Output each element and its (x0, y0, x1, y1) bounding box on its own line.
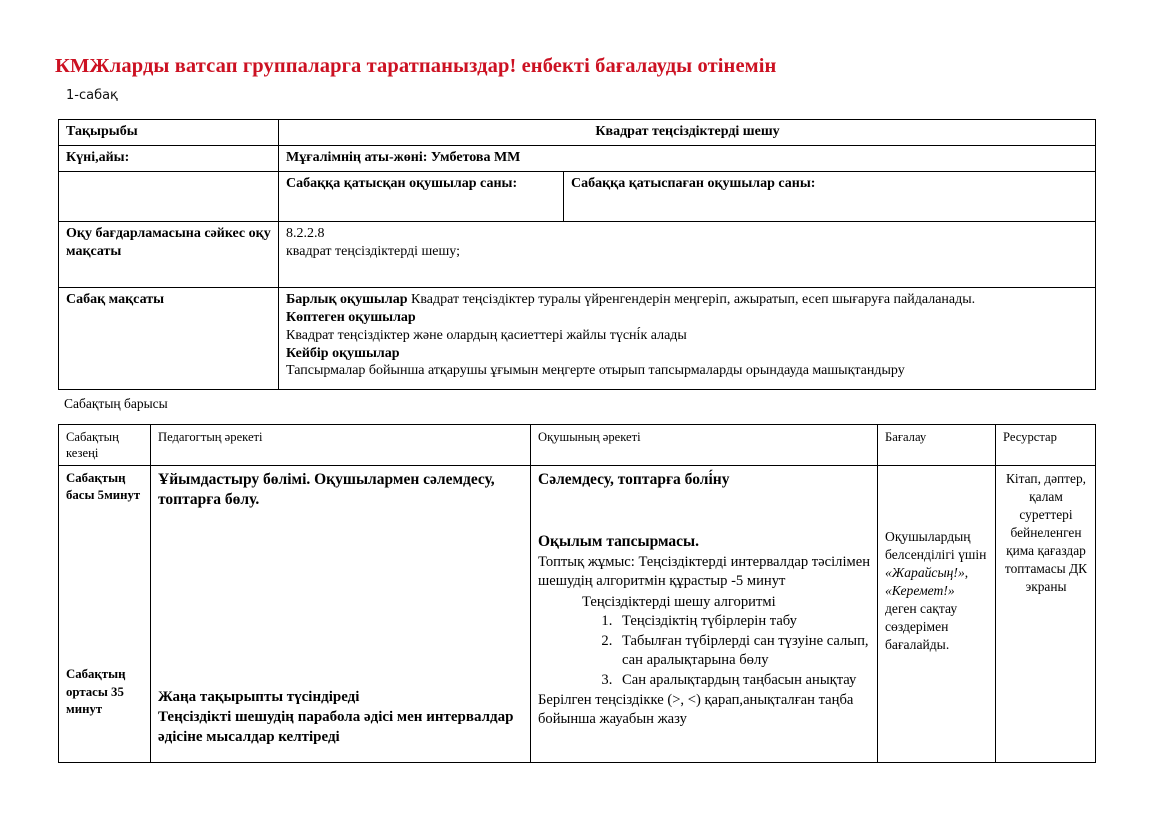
student-task-text: Топтық жұмыс: Теңсіздіктерді интервалдар тәсілімен шешудің алгоритмін құрастыр -5 минут (538, 554, 871, 589)
spacer (538, 490, 871, 532)
assessment-quote-2: «Керемет!» (885, 583, 955, 599)
lesson-flow-table (58, 424, 1096, 763)
student-activity-cell (531, 466, 878, 763)
table-header-row (59, 425, 1096, 466)
assessment-cell (878, 466, 996, 763)
most-students-label: Көптеген оқушылар (286, 309, 416, 325)
teacher-name-value: Мұғалімнің аты-жөні: Умбетова ММ (279, 145, 1096, 171)
present-count-label: Сабаққа қатысқан оқушылар саны: (279, 171, 564, 221)
assessment-text-mid: , (964, 565, 969, 581)
column-header-assessment: Бағалау (878, 425, 996, 466)
lesson-number: 1-сабақ (66, 88, 118, 103)
student-closing-text: Берілген теңсіздікке (>, <) қарап,анықталған таңба бойынша жауабын жазу (538, 692, 854, 727)
all-students-goal (286, 291, 1089, 309)
column-header-teacher: Педагогтың әрекеті (151, 425, 531, 466)
list-item: 2. Табылған түбірлерді сан түзуіне салып, сан аралықтарына бөлу (616, 632, 871, 670)
table-row (59, 221, 1096, 287)
lesson-info-table (58, 119, 1096, 390)
student-greeting: Сәлемдесу, топтарға болі́ну (538, 471, 730, 489)
teacher-middle-line-2: Теңсіздікті шешудің парабола әдісі мен интервалдар әдісіне мысалдар келтіреді (158, 708, 514, 745)
table-row (59, 145, 1096, 171)
list-item: 3. Сан аралықтардың таңбасын анықтау (616, 671, 871, 690)
teacher-middle-line-1: Жаңа тақырыпты түсіндіреді (158, 688, 360, 705)
curriculum-code: 8.2.2.8 (286, 225, 325, 241)
all-students-text: Квадрат теңсіздіктер туралы үйренгендерін меңгеріп, ажыратып, есеп шығаруға пайдаланады. (407, 291, 976, 307)
stage-middle-label: Сабақтың ортасы 35 минут (66, 667, 126, 716)
assessment-text-pre: Оқушылардың белсенділігі үшін (885, 529, 987, 563)
some-students-text: Тапсырмалар бойынша атқарушы ұғымын меңгерте отырып тапсырмаларды орындауда машықтандыру (286, 363, 905, 379)
table-row (59, 171, 1096, 221)
all-students-label: Барлық оқушылар (286, 291, 408, 307)
column-header-stage: Сабақтың кезеңі (59, 425, 151, 466)
assessment-text-post: деген сақтау сөздерімен бағалайды. (885, 600, 958, 652)
lesson-objective-label: Сабақ мақсаты (59, 287, 279, 389)
stage-cell (59, 466, 151, 763)
page-title: КМЖларды ватсап группаларга таратпаныздар! енбекті бағалауды отінемін (55, 55, 777, 77)
curriculum-text: квадрат теңсіздіктерді шешу; (286, 243, 461, 259)
resources-text: Кітап, дәптер, қалам суреттері бейнеленген қима қағаздар топтамасы ДК экраны (1004, 471, 1088, 594)
topic-value: Квадрат теңсіздіктерді шешу (279, 120, 1096, 146)
table-row (59, 287, 1096, 389)
teacher-activity-cell (151, 466, 531, 763)
curriculum-objective-label: Оқу бағдарламасына сәйкес оқу мақсаты (59, 221, 279, 287)
lesson-progress-caption: Сабақтың барысы (64, 396, 168, 411)
lesson-objective-value (279, 287, 1096, 389)
list-item: 1. Теңсіздіктің түбірлерін табу (616, 612, 871, 631)
assessment-quote-1: «Жарайсың!» (885, 565, 965, 581)
topic-label: Тақырыбы (59, 120, 279, 146)
most-students-text: Квадрат теңсіздіктер және олардың қасиеттері жайлы түсні́к алады (286, 327, 687, 343)
date-label: Күні,айы: (59, 145, 279, 171)
empty-cell (59, 171, 279, 221)
some-students-label: Кейбір оқушылар (286, 345, 400, 361)
resources-cell (996, 466, 1096, 763)
teacher-activity-start: Ұйымдастыру бөлімі. Оқушылармен сәлемдесу, топтарға бөлу. (158, 471, 495, 509)
table-row (59, 120, 1096, 146)
stage-start-label: Сабақтың басы 5минут (66, 471, 141, 503)
column-header-resources: Ресурстар (996, 425, 1096, 466)
algorithm-step-list (538, 612, 871, 690)
table-row (59, 466, 1096, 763)
student-task-title: Оқылым тапсырмасы. (538, 533, 700, 551)
teacher-activity-middle (158, 687, 524, 748)
algorithm-title: Теңсіздіктерді шешу алгоритмі (582, 593, 776, 610)
absent-count-label: Сабаққа қатыспаған оқушылар саны: (564, 171, 1096, 221)
column-header-student: Оқушының әрекеті (531, 425, 878, 466)
assessment-text (885, 528, 989, 654)
curriculum-objective-value (279, 221, 1096, 287)
